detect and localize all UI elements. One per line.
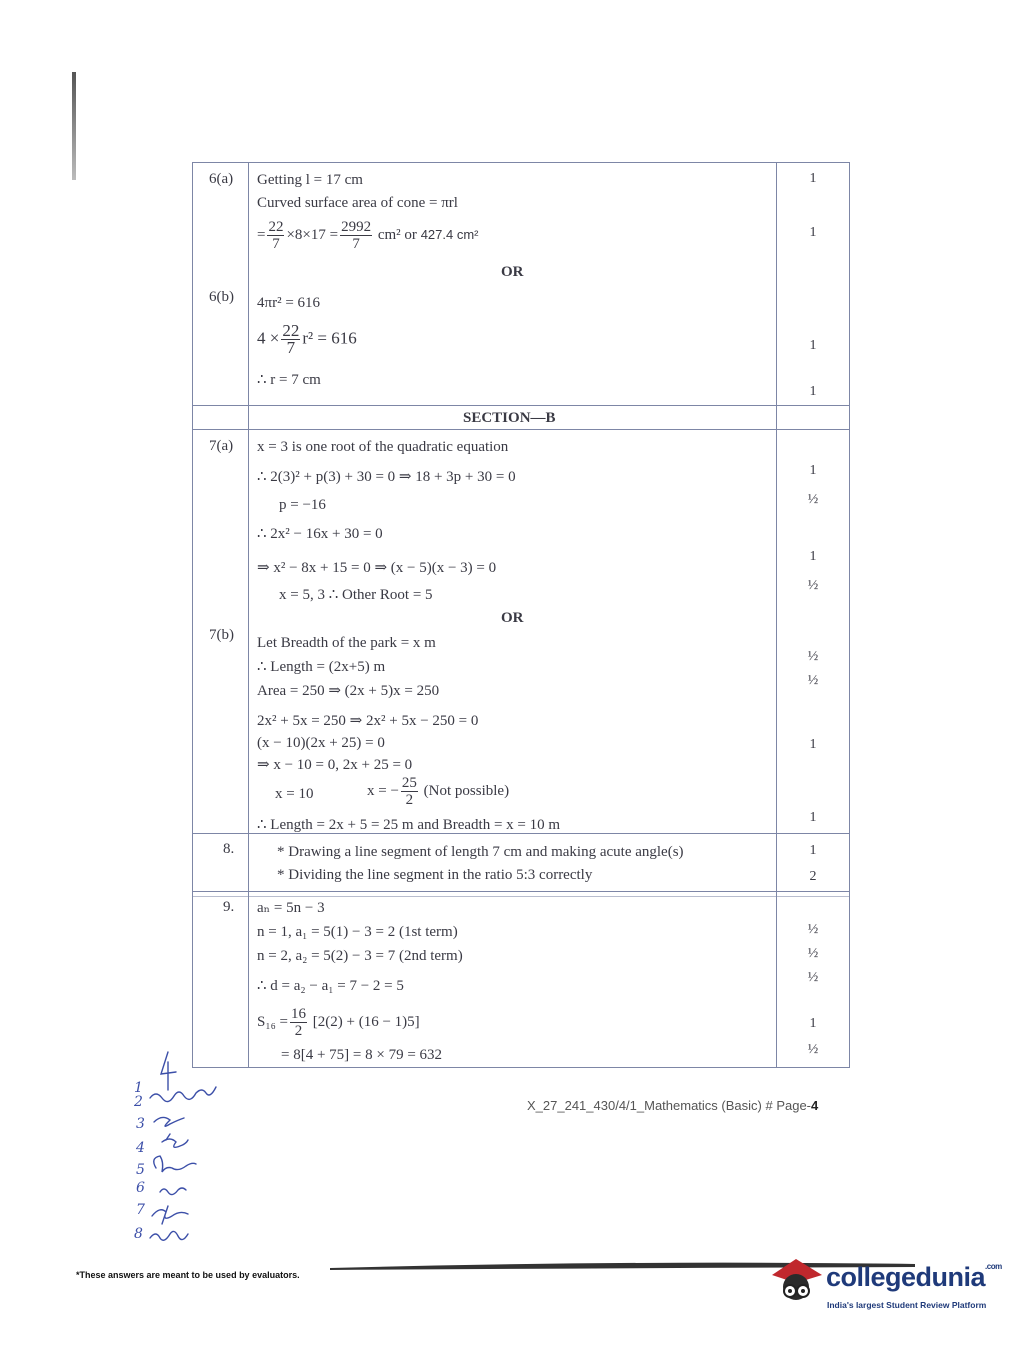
signature-number: 1 — [134, 1080, 143, 1096]
column-divider-question — [248, 163, 249, 1067]
answer-line: 4πr² = 616 — [257, 295, 321, 311]
logo-tagline: India's largest Student Review Platform — [827, 1300, 987, 1310]
answer-line: 2x² + 5x = 250 ⇒ 2x² + 5x − 250 = 0 — [257, 713, 479, 729]
answer-line: Curved surface area of cone = πrl — [257, 195, 458, 211]
answer-line: * Drawing a line segment of length 7 cm and making acute angle(s) — [277, 844, 684, 860]
answer-line: ∴ 2(3)² + p(3) + 30 = 0 ⇒ 18 + 3p + 30 = 0 — [257, 469, 516, 485]
mark: ½ — [807, 673, 819, 688]
mark: 1 — [809, 549, 817, 564]
answer-line: p = −16 — [279, 497, 326, 513]
answer-line: ∴ r = 7 cm — [257, 372, 321, 388]
row-divider — [193, 896, 849, 897]
mark: ½ — [807, 970, 819, 985]
signature-number: 8 — [134, 1226, 143, 1242]
section-heading: SECTION—B — [463, 410, 556, 426]
mark: 1 — [809, 843, 817, 858]
mark: 1 — [809, 463, 817, 478]
signature-number: 4 — [136, 1140, 145, 1156]
mark: ½ — [807, 922, 819, 937]
scan-edge — [72, 72, 76, 180]
signature-number: 6 — [136, 1180, 145, 1196]
row-divider — [193, 405, 849, 406]
answer-line: n = 1, a₁ = 5(1) − 3 = 2 (1st term) — [257, 924, 458, 940]
answer-line: ∴ 2x² − 16x + 30 = 0 — [257, 526, 383, 542]
answer-line: ⇒ x − 10 = 0, 2x + 25 = 0 — [257, 757, 413, 773]
mark: 2 — [809, 869, 817, 884]
answer-line: S₁₆ = $\frac{16}{2}$ [2(2) + (16 − 1)5] — [257, 1006, 420, 1039]
mark: 1 — [809, 810, 817, 825]
answer-line: x = 10 — [275, 786, 314, 802]
answer-line: (x − 10)(2x + 25) = 0 — [257, 735, 385, 751]
mark: ½ — [807, 492, 819, 507]
answer-line: ⇒ x² − 8x + 15 = 0 ⇒ (x − 5)(x − 3) = 0 — [257, 560, 497, 576]
answer-line: * Dividing the line segment in the ratio 5:3 correctly — [277, 867, 593, 883]
column-divider-marks — [776, 163, 777, 1067]
answer-line: = 8[4 + 75] = 8 × 79 = 632 — [281, 1047, 443, 1063]
signature-number: 7 — [136, 1202, 145, 1218]
mark: 1 — [809, 225, 817, 240]
question-label: 7(b) — [209, 627, 234, 643]
signature-number: 5 — [136, 1162, 145, 1178]
answer-line: Let Breadth of the park = x m — [257, 635, 436, 651]
question-label: 7(a) — [209, 438, 234, 454]
answer-line: x = 3 is one root of the quadratic equation — [257, 439, 509, 455]
marking-scheme-table — [192, 162, 850, 1068]
mark: ½ — [807, 1042, 819, 1057]
answer-line: ∴ d = a₂ − a₁ = 7 − 2 = 5 — [257, 978, 404, 994]
evaluator-signatures — [128, 1050, 238, 1250]
answer-line: 4 × $\frac{22}{7}$ r² = 616 — [257, 321, 357, 357]
mark: ½ — [807, 578, 819, 593]
evaluator-disclaimer: *These answers are meant to be used by evaluators. — [76, 1270, 300, 1280]
logo-wordmark: collegedunia$^{.com}$ — [826, 1262, 1002, 1292]
answer-line: n = 2, a₂ = 5(2) − 3 = 7 (2nd term) — [257, 948, 463, 964]
page-footer-code: X_27_241_430/4/1_Mathematics (Basic) # Page-4 — [527, 1098, 819, 1113]
signature-number: 2 — [134, 1094, 143, 1110]
row-divider — [193, 429, 849, 430]
mark: 1 — [809, 338, 817, 353]
or-separator: OR — [501, 264, 524, 280]
mark: 1 — [809, 171, 817, 186]
mark: 1 — [809, 384, 817, 399]
answer-line: ∴ Length = (2x+5) m — [257, 659, 386, 675]
answer-line: x = − $\frac{25}{2}$ (Not possible) — [367, 775, 510, 808]
mark: ½ — [807, 649, 819, 664]
mark: 1 — [809, 1016, 817, 1031]
row-divider — [193, 891, 849, 892]
answer-line: aₙ = 5n − 3 — [257, 900, 325, 916]
mark: ½ — [807, 946, 819, 961]
question-label: 8. — [223, 841, 235, 857]
question-label: 6(a) — [209, 171, 234, 187]
answer-line: ∴ Length = 2x + 5 = 25 m and Breadth = x = 10 m — [257, 817, 561, 833]
mark: 1 — [809, 737, 817, 752]
question-label: 6(b) — [209, 289, 234, 305]
signature-number: 3 — [136, 1116, 145, 1132]
answer-line: x = 5, 3 ∴ Other Root = 5 — [279, 587, 433, 603]
answer-line: Area = 250 ⇒ (2x + 5)x = 250 — [257, 683, 440, 699]
or-separator: OR — [501, 610, 524, 626]
answer-line: Getting l = 17 cm — [257, 172, 363, 188]
answer-line: = $\frac{22}{7}$ ×8×17 = $\frac{2992}{7}$ cm² or 427.4 cm² — [257, 219, 479, 252]
question-label: 9. — [223, 899, 235, 915]
